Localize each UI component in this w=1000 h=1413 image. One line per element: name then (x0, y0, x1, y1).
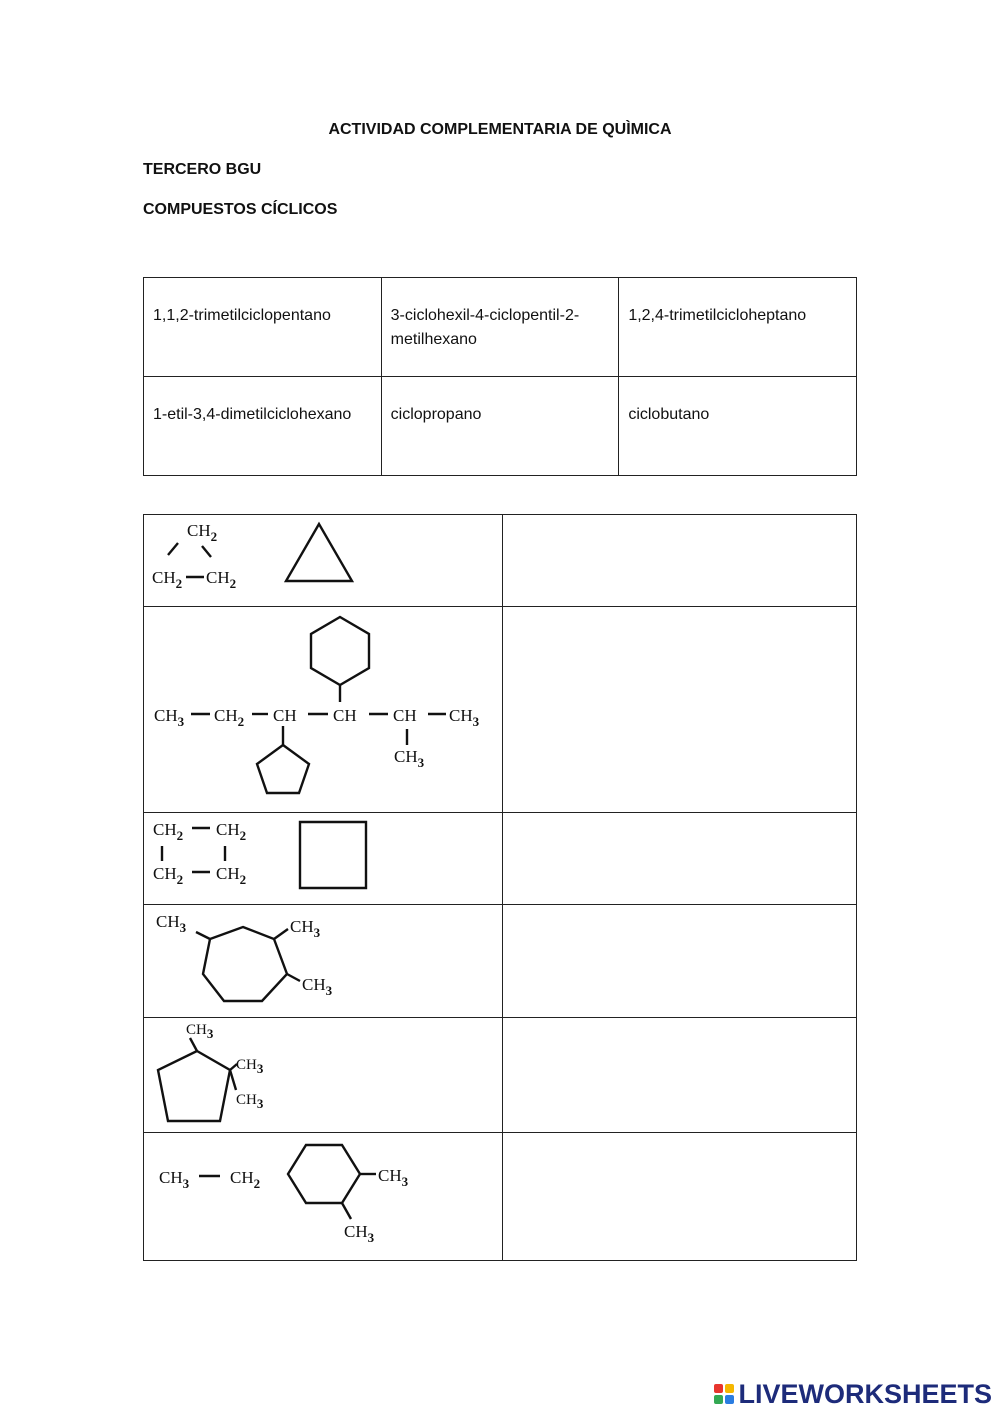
liveworksheets-logo[interactable] (714, 1378, 992, 1409)
names-table (143, 277, 857, 476)
answer-cell[interactable] (503, 607, 857, 813)
pentagon-ring (158, 1051, 230, 1121)
table-row (144, 905, 857, 1018)
hexagon-ring (288, 1145, 360, 1203)
ch2-label: CH $_2$ (216, 864, 247, 887)
name-cell[interactable]: 1,2,4-trimetilcicloheptano (619, 278, 857, 377)
logo-mark-icon (714, 1384, 734, 1404)
ch2-label: CH $_2$ (206, 568, 237, 591)
table-row (144, 377, 857, 476)
ch3-label: CH 3 (236, 1092, 264, 1111)
table-row (144, 607, 857, 813)
trimethylcyclopentane-structure (144, 1018, 502, 1127)
course-level: TERCERO BGU (143, 161, 262, 178)
ch3-label: CH 3 (236, 1057, 264, 1076)
structure-cell-trimethylcycloheptane (144, 905, 503, 1018)
ch3-label: CH $_3$ (156, 912, 187, 935)
name-cell[interactable]: ciclobutano (619, 377, 857, 476)
name-cell[interactable]: ciclopropano (381, 377, 619, 476)
ch3-label: CH $_3$ (378, 1166, 409, 1189)
answer-cell[interactable] (503, 905, 857, 1018)
structure-cell-trimethylcyclopentane (144, 1018, 503, 1133)
name-cell[interactable]: 3-ciclohexil-4-ciclopentil-2-metilhexano (381, 278, 619, 377)
table-row (144, 278, 857, 377)
ch2-label: CH $_2$ (152, 568, 183, 591)
ch3-label: CH $_3$ (344, 1222, 375, 1245)
table-row (144, 1133, 857, 1261)
ch3-label: CH $_3$ (290, 917, 321, 940)
structure-cell-ethyldimethylcyclohexane (144, 1133, 503, 1261)
name-cell[interactable]: 1,1,2-trimetilciclopentano (144, 278, 382, 377)
ch2-label: CH $_2$ (187, 521, 218, 544)
ch2-label: CH $_2$ (216, 820, 247, 843)
ch3-label: CH $_3$ (394, 747, 425, 770)
structures-table (143, 514, 857, 1261)
page-title: ACTIVIDAD COMPLEMENTARIA DE QUÌMICA (328, 121, 672, 138)
ch3-label: CH $_3$ (449, 706, 480, 729)
ch3-label: CH $_3$ (302, 975, 333, 998)
cyclopropane-structure (144, 515, 502, 601)
name-cell[interactable]: 1-etil-3,4-dimetilciclohexano (144, 377, 382, 476)
triangle-ring (286, 524, 352, 581)
table-row (144, 813, 857, 905)
branched-alkane-structure (144, 607, 502, 807)
answer-cell[interactable] (503, 1133, 857, 1261)
cyclopentyl-ring (257, 745, 309, 793)
ch-label: CH (393, 706, 417, 725)
answer-cell[interactable] (503, 813, 857, 905)
logo-text: LIVEWORKSHEETS (738, 1378, 992, 1409)
trimethylcycloheptane-structure (144, 905, 502, 1012)
topic-heading: COMPUESTOS CÍCLICOS (143, 201, 338, 218)
table-row (144, 1018, 857, 1133)
structure-cell-cyclopropane (144, 515, 503, 607)
ch2-label: CH $_2$ (153, 864, 184, 887)
ch-label: CH (273, 706, 297, 725)
structure-cell-cyclobutane (144, 813, 503, 905)
ch3-label: CH 3 (186, 1022, 214, 1041)
ch2-label: CH $_2$ (214, 706, 245, 729)
ethyldimethylcyclohexane-structure (144, 1133, 502, 1255)
ch-label: CH (333, 706, 357, 725)
cyclobutane-structure (144, 813, 502, 899)
answer-cell[interactable] (503, 515, 857, 607)
answer-cell[interactable] (503, 1018, 857, 1133)
square-ring (300, 822, 366, 888)
ch3-label: CH $_3$ (154, 706, 185, 729)
ch2-label: CH $_2$ (153, 820, 184, 843)
table-row (144, 515, 857, 607)
cyclohexyl-ring (311, 617, 369, 685)
structure-cell-branched-alkane (144, 607, 503, 813)
ch3-label: CH $_3$ (159, 1168, 190, 1191)
ch2-label: CH $_2$ (230, 1168, 261, 1191)
